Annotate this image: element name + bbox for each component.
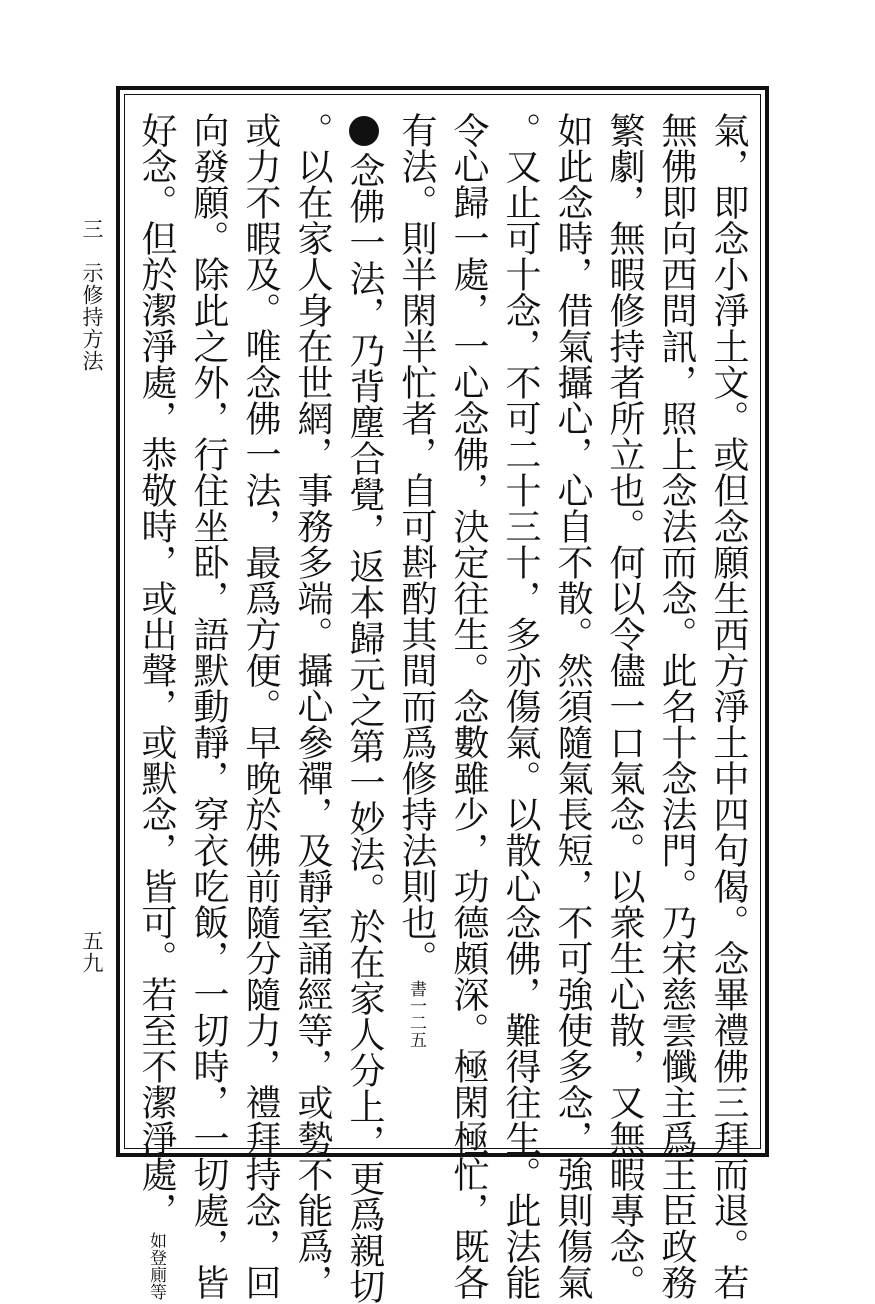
text-line: 念佛一法，乃背塵合覺，返本歸元之第一妙法。於在家人分上，更爲親切 [344, 152, 385, 1304]
text-column [184, 112, 232, 1300]
page-number: 五九 [80, 930, 104, 974]
text-line: 令心歸一處，一心念佛，決定往生。念數雖少，功德頗深。極閑極忙，既各 [448, 112, 489, 1300]
inline-note: 書一二五 [406, 980, 426, 1048]
running-header [80, 218, 104, 372]
text-column [132, 112, 180, 1300]
inline-note: 如登廁等 [146, 1232, 166, 1300]
section-bullet-icon [349, 116, 379, 146]
text-column [288, 112, 336, 1300]
chapter-number: 三 [80, 218, 104, 240]
text-line: 繁劇，無暇修持者所立也。何以令儘一口氣念。以衆生心散，又無暇專念。 [604, 112, 645, 1300]
text-line: 或力不暇及。唯念佛一法，最爲方便。早晚於佛前隨分隨力，禮拜持念，回 [240, 112, 281, 1300]
text-column [236, 112, 284, 1300]
text-column [704, 112, 752, 1300]
text-line: 如此念時，借氣攝心，心自不散。然須隨氣長短，不可強使多念，強則傷氣 [552, 112, 593, 1300]
text-column [652, 112, 700, 1300]
text-column [340, 112, 388, 1304]
text-column [392, 112, 440, 1048]
text-line: 無佛即向西問訊，照上念法而念。此名十念法門。乃宋慈雲懺主爲王臣政務 [656, 112, 697, 1300]
chapter-title: 示修持方法 [80, 262, 104, 372]
text-column [600, 112, 648, 1300]
text-column [496, 112, 544, 1300]
text-line: 氣，即念小淨土文。或但念願生西方淨土中四句偈。念畢禮佛三拜而退。若 [708, 112, 749, 1300]
text-line: 向發願。除此之外，行住坐卧，語默動靜，穿衣吃飯，一切時，一切處，皆 [188, 112, 229, 1300]
text-column [444, 112, 492, 1300]
text-line: 好念。但於潔淨處，恭敬時，或出聲，或默念，皆可。若至不潔淨處， [136, 112, 177, 1228]
text-line: 有法。則半閑半忙者，自可斟酌其間而爲修持法則也。 [396, 112, 437, 976]
text-column [548, 112, 596, 1300]
text-line: 。又止可十念，不可二十三十，多亦傷氣。以散心念佛，難得往生。此法能 [500, 112, 541, 1300]
text-line: 。以在家人身在世網，事務多端。攝心參禪，及靜室誦經等，或勢不能爲， [292, 112, 333, 1300]
